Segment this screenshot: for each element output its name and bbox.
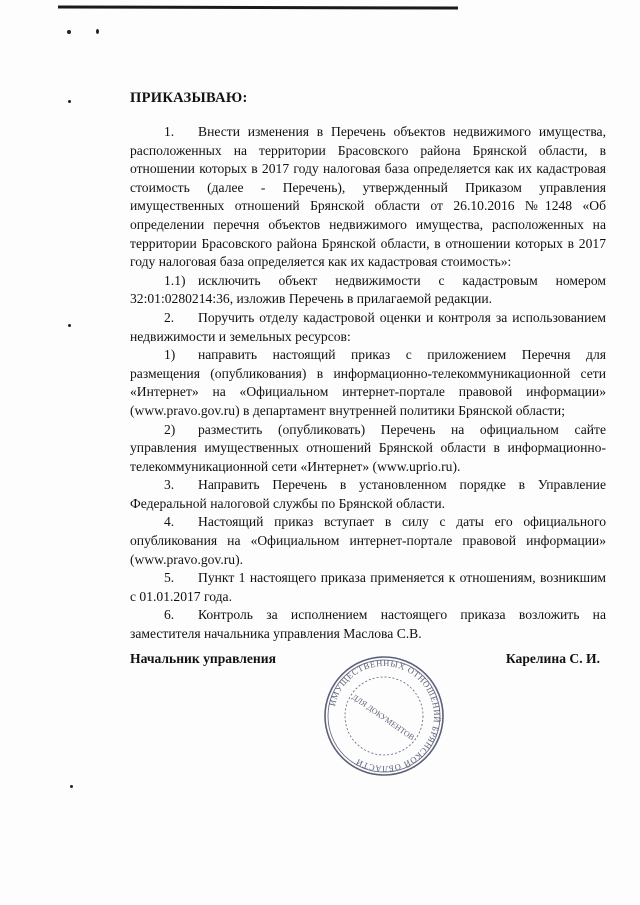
item-number: 6. <box>164 607 175 623</box>
item-number: 5. <box>164 570 175 586</box>
item-number: 1. <box>164 124 175 139</box>
item-text: Направить Перечень в установленном порядке в Управление Федеральной налоговой службы по Брянской области. <box>130 477 606 511</box>
scan-speck <box>67 30 71 34</box>
item-number: 3. <box>164 477 175 493</box>
item-number: 2) <box>164 421 176 437</box>
scan-speck <box>70 785 73 788</box>
item-text: Контроль за исполнением настоящего приказа возложить на заместителя начальника управления Маслова С.В. <box>130 607 606 642</box>
signatory-position: Начальник управления <box>130 651 276 666</box>
item-text: разместить (опубликовать) Перечень на официальном сайте управления имущественных отношений Брянской области в информационно-телекоммуникационной сети «Интернет» (www.uprio.ru). <box>130 421 606 474</box>
seal-inner-text: ДЛЯ ДОКУМЕНТОВ <box>350 692 417 743</box>
order-item <box>130 476 606 513</box>
item-text: Настоящий приказ вступает в силу с даты его официального опубликования на «Официальном интернет-портале правовой информации» (www.pravo.gov.ru). <box>130 514 606 567</box>
item-text: Пункт 1 настоящего приказа применяется к отношениям, возникшим с 01.01.2017 года. <box>130 570 606 604</box>
signatory-name: Карелина С. И. <box>505 651 600 666</box>
order-heading: ПРИКАЗЫВАЮ: <box>130 90 248 106</box>
item-text: направить настоящий приказ с приложением Перечня для размещения (опубликования) в информационно-телекоммуникационной сети «Интернет» на «Официальном интернет-портале правовой информации» (www.pravo.gov.ru) в департамент внутренней политики Брянской области; <box>130 347 606 418</box>
top-border-line <box>58 5 458 9</box>
order-item <box>130 513 606 569</box>
item-number: 2. <box>164 309 175 325</box>
item-number: 1.1) <box>164 272 186 288</box>
item-number: 1) <box>164 347 176 363</box>
order-item <box>130 123 606 272</box>
scan-speck <box>96 29 99 34</box>
order-item <box>130 421 606 477</box>
item-text: Внести изменения в Перечень объектов недвижимого имущества, расположенных на территории Брасовского района Брянской области, в отношении которых в 2017 году налоговая база определяется как их кадастровая стоимость (далее - Перечень), утвержденный Приказом управления имущественных отношений Брянской области от 26.10.2016 №1248 «Об определении перечня объектов недвижимого имущества, расположенных на территории Брасовского района Брянской области, в отношении которых в 2017 году налоговая база определяется как их кадастровая стоимость»: <box>130 124 606 270</box>
order-item <box>130 606 606 643</box>
order-item <box>130 346 606 420</box>
order-item <box>130 569 606 606</box>
item-text: Поручить отделу кадастровой оценки и контроля за использованием недвижимости и земельных ресурсов: <box>130 309 606 344</box>
item-number: 4. <box>164 514 175 530</box>
order-item <box>130 272 606 309</box>
scan-speck <box>68 100 71 103</box>
order-body <box>130 123 606 644</box>
item-text: исключить объект недвижимости с кадастровым номером 32:01:0280214:36, изложив Перечень в прилагаемой редакции. <box>130 272 606 307</box>
order-item <box>130 309 606 346</box>
seal-outer-text: ИМУЩЕСТВЕННЫХ ОТНОШЕНИЙ БРЯНСКОЙ ОБЛАСТИ <box>327 657 443 775</box>
scan-speck <box>68 324 71 327</box>
official-seal <box>322 654 446 778</box>
